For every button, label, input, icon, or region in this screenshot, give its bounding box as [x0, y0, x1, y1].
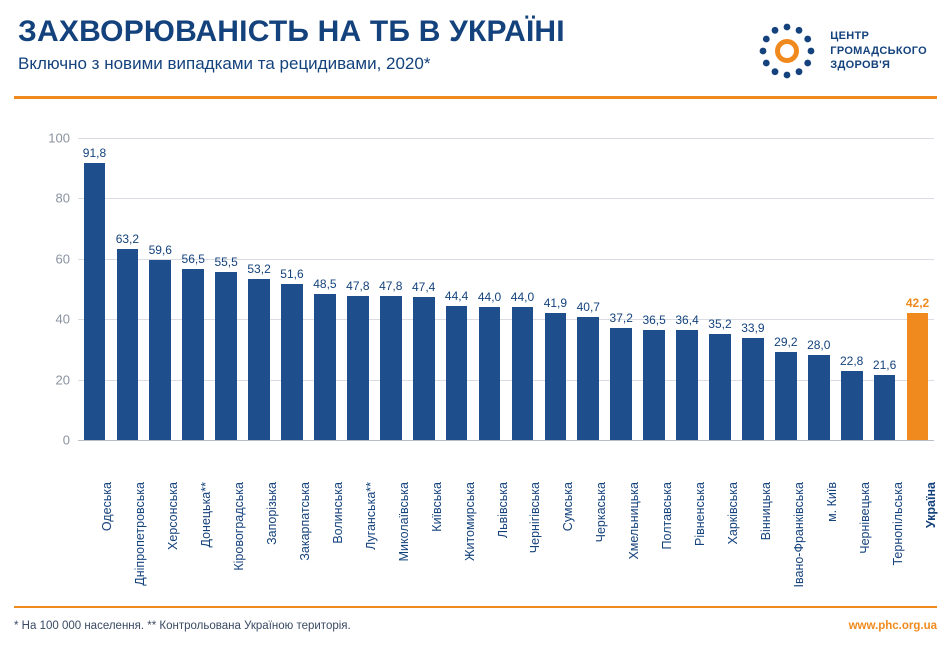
bar-column: [215, 138, 237, 440]
bar-value-label: 21,6: [872, 357, 897, 372]
bar[interactable]: [907, 313, 929, 440]
logo: [756, 16, 937, 82]
bar-column: [117, 138, 139, 440]
bar[interactable]: [215, 272, 237, 440]
x-axis-category-label: Одеська: [100, 482, 115, 532]
bar[interactable]: [84, 163, 106, 440]
bar-value-label: 29,2: [774, 334, 798, 349]
bar[interactable]: [874, 375, 896, 440]
x-axis-category-label: Кіровоградська: [232, 482, 247, 571]
bar-column: [314, 138, 336, 440]
bar[interactable]: [413, 297, 435, 440]
y-axis-tick: 40: [55, 311, 70, 327]
bar-column: [577, 138, 599, 440]
x-axis-category-label: Івано-Франківська: [791, 482, 806, 588]
bar-value-label: 47,8: [379, 278, 403, 293]
bar-value-label: 47,4: [411, 279, 436, 294]
footnote: * На 100 000 населення. ** Контрольована Україною територія.: [14, 620, 351, 632]
x-axis-category-label: Волинська: [330, 482, 345, 544]
phc-logo-icon: [756, 20, 818, 82]
x-axis-category-label: Харківська: [726, 482, 740, 545]
x-axis-category-label: Тернопільська: [890, 482, 905, 566]
bar-value-label: 44,0: [510, 290, 535, 305]
bar-value-label: 33,9: [741, 320, 765, 335]
x-axis-category-label: м. Київ: [824, 482, 839, 522]
bar-column: [775, 138, 797, 440]
x-axis-category-label: Україна: [923, 482, 938, 529]
bar[interactable]: [446, 306, 468, 440]
x-axis-category-label: Донецька**: [199, 482, 214, 548]
bar-column: [479, 138, 501, 440]
bar-value-label: 40,7: [576, 300, 600, 315]
header-titles: [14, 16, 565, 74]
logo-text-line1: ЦЕНТР: [830, 29, 870, 42]
bar-column: [512, 138, 534, 440]
bar-value-label: 41,9: [543, 296, 568, 311]
bar-column: [841, 138, 863, 440]
bar-value-label: 36,4: [675, 313, 699, 328]
bar-value-label: 47,8: [346, 278, 370, 293]
x-axis-category-label: Рівненська: [693, 482, 708, 546]
bar[interactable]: [347, 296, 369, 440]
bar[interactable]: [281, 284, 303, 440]
bar-value-label: 42,2: [905, 295, 930, 310]
bar-column: [709, 138, 731, 440]
x-axis-category-label: Дніпропетровська: [133, 482, 148, 586]
x-axis-category-label: Чернігівська: [528, 482, 543, 554]
bar[interactable]: [149, 260, 171, 440]
bar-value-label: 91,8: [82, 145, 107, 160]
bar-column: [347, 138, 369, 440]
x-axis-category-label: Запорізька: [265, 482, 280, 545]
logo-text-line2: ГРОМАДСЬКОГО: [830, 44, 927, 57]
bar-value-label: 55,5: [214, 255, 238, 270]
logo-text-line3: ЗДОРОВ'Я: [830, 59, 891, 72]
bar-column: [610, 138, 632, 440]
bar-value-label: 37,2: [609, 310, 633, 325]
page-title: ЗАХВОРЮВАНІСТЬ НА ТБ В УКРАЇНІ: [18, 15, 565, 48]
top-divider: [14, 96, 937, 99]
x-axis-category-label: Хмельницька: [627, 482, 642, 560]
bar-value-label: 63,2: [115, 232, 140, 247]
bar-column: [380, 138, 402, 440]
x-axis-category-label: Черкаська: [594, 482, 609, 543]
bar-column: [545, 138, 567, 440]
x-axis-category-label: Луганська**: [363, 482, 378, 550]
bar[interactable]: [182, 269, 204, 440]
bar[interactable]: [841, 371, 863, 440]
x-axis-category-label: Сумська: [561, 482, 576, 532]
bar-column: [742, 138, 764, 440]
chart-bars: [78, 138, 938, 588]
y-axis-tick: 0: [62, 432, 70, 448]
bar-column: [643, 138, 665, 440]
bar-chart: [0, 104, 951, 604]
x-axis-category-label: Вінницька: [758, 482, 773, 541]
bar-column: [248, 138, 270, 440]
bar[interactable]: [808, 355, 830, 440]
bar[interactable]: [676, 330, 698, 440]
y-axis-tick: 80: [55, 190, 70, 206]
header: [0, 0, 951, 82]
bar-column: [446, 138, 468, 440]
y-axis-tick: 100: [48, 130, 70, 146]
bar[interactable]: [380, 296, 402, 440]
x-axis-category-label: Полтавська: [660, 482, 675, 550]
bar-column: [84, 138, 106, 440]
bar-column: [413, 138, 435, 440]
bar-value-label: 53,2: [247, 262, 271, 277]
bar-value-label: 44,0: [477, 290, 502, 305]
x-axis-category-label: Житомирська: [462, 482, 477, 562]
bar[interactable]: [775, 352, 797, 440]
bar-column: [808, 138, 830, 440]
bar-value-label: 35,2: [708, 316, 732, 331]
bar[interactable]: [117, 249, 139, 440]
bar-value-label: 36,5: [642, 312, 666, 327]
bar[interactable]: [512, 307, 534, 440]
logo-text: [830, 29, 927, 74]
bottom-divider: [14, 606, 937, 608]
bar-column: [149, 138, 171, 440]
gridline: [78, 440, 934, 441]
bar-value-label: 44,4: [444, 288, 469, 303]
bar-value-label: 59,6: [148, 243, 172, 258]
x-axis-category-label: Херсонська: [166, 482, 181, 550]
bar[interactable]: [314, 294, 336, 440]
bar[interactable]: [577, 317, 599, 440]
bar-column: [874, 138, 896, 440]
bar-column: [281, 138, 303, 440]
bar-column: [907, 138, 929, 440]
bar-value-label: 28,0: [807, 338, 831, 353]
x-axis-category-label: Київська: [429, 482, 444, 532]
bar[interactable]: [643, 330, 665, 440]
bar[interactable]: [248, 279, 270, 440]
y-axis-tick: 60: [55, 251, 70, 267]
x-axis-category-label: Закарпатська: [298, 482, 312, 561]
bar[interactable]: [479, 307, 501, 440]
bar-value-label: 51,6: [280, 267, 304, 282]
bar-value-label: 56,5: [181, 252, 205, 267]
website-link[interactable]: www.phc.org.ua: [848, 620, 937, 632]
bar[interactable]: [742, 338, 764, 440]
bar-column: [182, 138, 204, 440]
page-subtitle: Включно з новими випадками та рецидивами, 2020*: [18, 53, 431, 73]
x-axis-category-label: Львівська: [495, 482, 510, 539]
x-axis-category-label: Миколаївська: [396, 482, 411, 562]
bar-value-label: 48,5: [313, 276, 337, 291]
bar[interactable]: [545, 313, 567, 440]
x-axis-category-label: Чернівецька: [857, 482, 872, 554]
bar[interactable]: [610, 328, 632, 440]
y-axis-labels: [30, 130, 70, 448]
bar-value-label: 22,8: [839, 354, 864, 369]
bar-column: [676, 138, 698, 440]
bar[interactable]: [709, 334, 731, 440]
y-axis-tick: 20: [55, 372, 70, 388]
